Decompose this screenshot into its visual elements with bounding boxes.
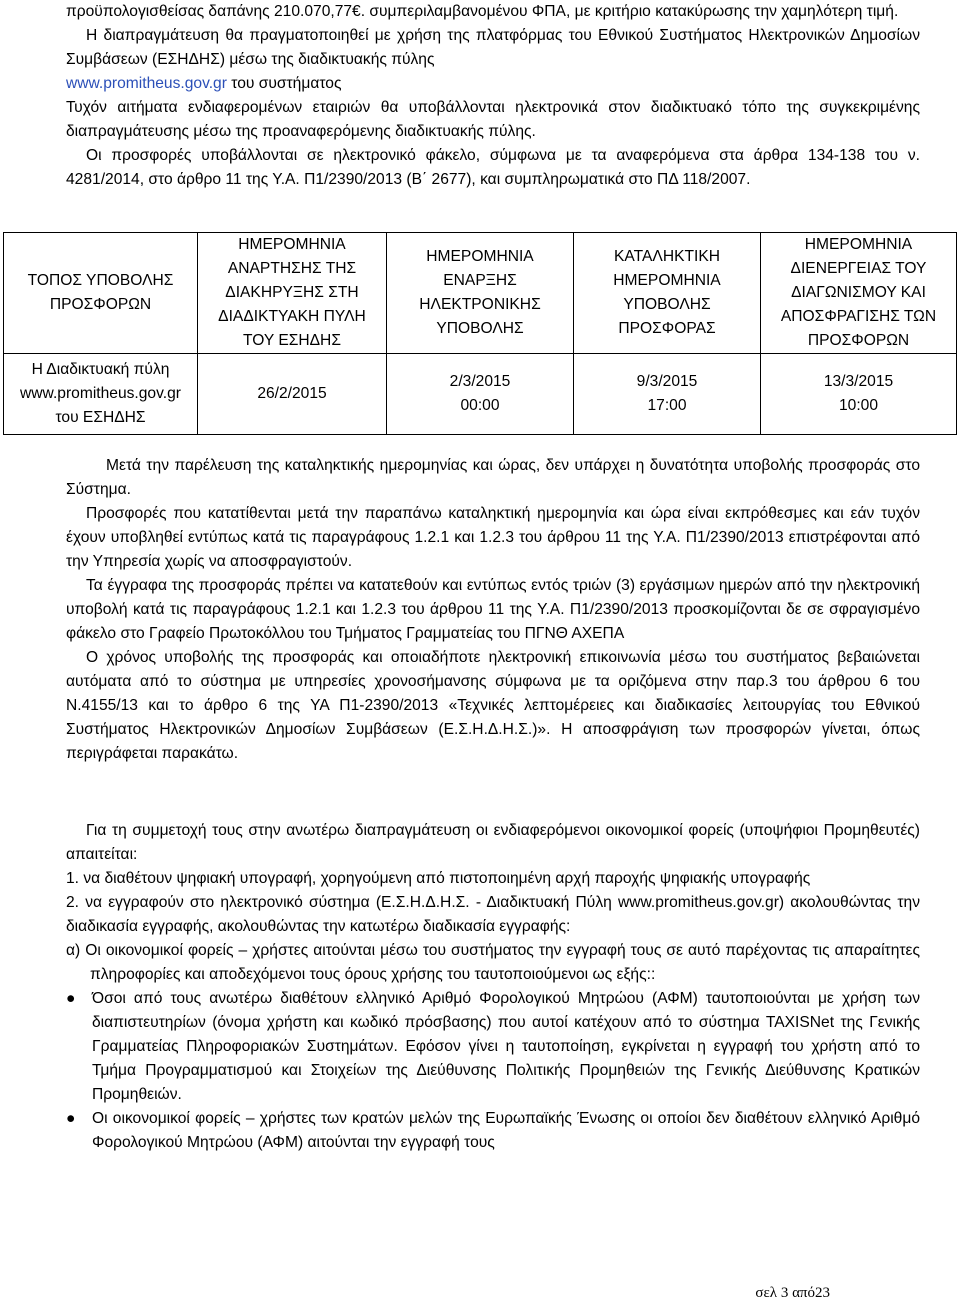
list-item: [66, 987, 920, 1107]
registration-step-a: α) Οι οικονομικοί φορείς – χρήστες αιτούνται μέσω του συστήματος την εγγραφή τους σε αυτό παρέχοντας τις απαραίτητες πληροφορίες και αποδεχόμενοι τους όρους χρήσης του ταυτοποιούμενοι ως εξής::: [66, 942, 920, 983]
table-header-row: [4, 233, 957, 354]
paragraph-participation: Για τη συμμετοχή τους στην ανωτέρω διαπραγμάτευση οι ενδιαφερόμενοι οικονομικοί φορείς (υποψήφιοι Προμηθευτές) απαιτείται:: [66, 822, 920, 863]
header-posted: ΗΜΕΡΟΜΗΝΙΑ ΑΝΑΡΤΗΣΗΣ ΤΗΣ ΔΙΑΚΗΡΥΞΗΣ ΣΤΗ ΔΙΑΔΙΚΤΥΑΚΗ ΠΥΛΗ ΤΟΥ ΕΣΗΔΗΣ: [198, 233, 387, 354]
paragraph-budget: προϋπολογισθείσας δαπάνης 210.070,77€. συμπεριλαμβανομένου ΦΠΑ, με κριτήριο κατακύρωσης την χαμηλότερη τιμή.: [66, 3, 899, 20]
promitheus-link[interactable]: www.promitheus.gov.gr: [66, 75, 227, 92]
deadline-time: 17:00: [647, 397, 687, 414]
list-item: [66, 1107, 920, 1155]
paragraph-deadline-passed: Μετά την παρέλευση της καταληκτικής ημερομηνίας και ώρας, δεν υπάρχει η δυνατότητα υποβολής προσφοράς στο Σύστημα.: [66, 457, 920, 498]
cell-posted: [198, 354, 387, 435]
start-date: 2/3/2015: [449, 373, 511, 390]
table-row: [4, 354, 957, 435]
header-deadline: ΚΑΤΑΛΗΚΤΙΚΗ ΗΜΕΡΟΜΗΝΙΑ ΥΠΟΒΟΛΗΣ ΠΡΟΣΦΟΡΑΣ: [574, 233, 761, 354]
platform-text-end: του συστήματος: [226, 75, 342, 92]
paragraph-timestamp: Ο χρόνος υποβολής της προσφοράς και οποιαδήποτε ηλεκτρονική επικοινωνία μέσω του συστήματος βεβαιώνεται αυτόματα από το σύστημα με υπηρεσίες χρονοσήμανσης σύμφωνα με τα οριζόμενα στην παρ.3 του άρθρου 6 του Ν.4155/13 και το άρθρο 6 της ΥΑ Π1-2390/2013 «Τεχνικές λεπτομέρειες και διαδικασίες λειτουργίας του Εθνικού Συστήματος Ηλεκτρονικών Δημοσίων Συμβάσεων (Ε.Σ.Η.Δ.Η.Σ.)». Η αποσφράγιση των προσφορών γίνεται, όπως περιγράφεται παρακάτω.: [66, 649, 920, 762]
paragraph-documents: Τα έγγραφα της προσφοράς πρέπει να κατατεθούν και εντύπως εντός τριών (3) εργάσιμων ημερών από την ηλεκτρονική υποβολή κατά τις παραγράφους 1.2.1 και 1.2.3 του άρθρου 11 της Υ.Α. Π1/2390/2013 προσκομίζονται δε σε σφραγισμένο φάκελο στο Γραφείο Πρωτοκόλλου του Τμήματος Γραμματείας του ΠΓΝΘ ΑΧΕΠΑ: [66, 577, 920, 642]
bullet-text-greek-afm: Όσοι από τους ανωτέρω διαθέτουν ελληνικό Αριθμό Φορολογικού Μητρώου (ΑΦΜ) ταυτοποιούνται με χρήση των διαπιστευτηρίων (όνομα χρήστη και κωδικό πρόσβασης) που αυτοί κατέχουν από το σύστημα TAXISNet της Γενικής Γραμματείας Πληροφοριακών Συστημάτων. Εφόσον γίνει η ταυτοποίηση, εγκρίνεται η εγγραφή του χρήστη από το Τμήμα Προγραμματισμού και Στοιχείων της Διεύθυνσης Πολιτικής Προμηθειών της Γενικής Διεύθυνσης Κρατικών Προμηθειών.: [92, 990, 920, 1103]
cell-deadline: [574, 354, 761, 435]
deadline-date: 9/3/2015: [636, 373, 698, 390]
start-time: 00:00: [460, 397, 500, 414]
header-place: ΤΟΠΟΣ ΥΠΟΒΟΛΗΣ ΠΡΟΣΦΟΡΩΝ: [4, 233, 198, 354]
place-line-2: www.promitheus.gov.gr: [20, 385, 181, 402]
header-start: ΗΜΕΡΟΜΗΝΙΑ ΕΝΑΡΞΗΣ ΗΛΕΚΤΡΟΝΙΚΗΣ ΥΠΟΒΟΛΗΣ: [387, 233, 574, 354]
cell-start: [387, 354, 574, 435]
place-line-1: Η Διαδικτυακή πύλη: [31, 361, 170, 378]
requirement-2: 2. να εγγραφούν στο ηλεκτρονικό σύστημα (Ε.Σ.Η.Δ.Η.Σ. - Διαδικτυακή Πύλη www.promitheus.gov.gr) ακολουθώντας την διαδικασία εγγραφής, ακολουθώντας την κατωτέρω διαδικασία εγγραφής:: [66, 894, 920, 935]
paragraph-requests: Τυχόν αιτήματα ενδιαφερομένων εταιριών θα υποβάλλονται ηλεκτρονικά στον διαδικτυακό τόπο της συγκεκριμένης διαπραγμάτευσης μέσω της προαναφερόμενης διαδικτυακής πύλης.: [66, 99, 920, 140]
paragraph-late-offers: Προσφορές που κατατίθενται μετά την παραπάνω καταληκτική ημερομηνία και ώρα είναι εκπρόθεσμες και εάν τυχόν έχουν υποβληθεί εντύπως κατά τις παραγράφους 1.2.1 και 1.2.3 του άρθρου 11 της Υ.Α. Π1/2390/2013 επιστρέφονται από την Υπηρεσία χωρίς να αποσφραγιστούν.: [66, 505, 920, 570]
place-line-3: του ΕΣΗΔΗΣ: [55, 409, 146, 426]
platform-text: Η διαπραγμάτευση θα πραγματοποιηθεί με χρήση της πλατφόρμας του Εθνικού Συστήματος Ηλεκτρονικών Δημοσίων Συμβάσεων (ΕΣΗΔΗΣ) μέσω της διαδικτυακής πύλης: [66, 27, 920, 68]
opening-time: 10:00: [838, 397, 879, 414]
bullet-icon: ●: [66, 990, 76, 1007]
posted-date: 26/2/2015: [257, 385, 327, 402]
bullet-icon: ●: [66, 1110, 76, 1127]
schedule-table: [3, 232, 957, 435]
page-number: σελ 3 από23: [755, 1285, 830, 1301]
paragraph-envelope: Οι προσφορές υποβάλλονται σε ηλεκτρονικό φάκελο, σύμφωνα με τα αναφερόμενα στα άρθρα 134-138 του ν. 4281/2014, στο άρθρο 11 της Υ.Α. Π1/2390/2013 (Β΄ 2677), και συμπληρωματικά στο ΠΔ 118/2007.: [66, 147, 920, 188]
cell-place: [4, 354, 198, 435]
cell-opening: [761, 354, 957, 435]
requirement-1: 1. να διαθέτουν ψηφιακή υπογραφή, χορηγούμενη από πιστοποιημένη αρχή παροχής ψηφιακής υπογραφής: [66, 870, 811, 887]
bottom-text: [66, 819, 920, 1155]
bullet-text-eu: Οι οικονομικοί φορείς – χρήστες των κρατών μελών της Ευρωπαϊκής Ένωσης οι οποίοι δεν διαθέτουν ελληνικό Αριθμό Φορολογικού Μητρώου (ΑΦΜ) αιτούνται την εγγραφή τους: [92, 1110, 920, 1151]
top-text: [66, 0, 920, 192]
opening-date: 13/3/2015: [823, 373, 894, 390]
middle-text: [66, 454, 920, 766]
paragraph-platform: [66, 24, 920, 96]
header-opening: ΗΜΕΡΟΜΗΝΙΑ ΔΙΕΝΕΡΓΕΙΑΣ ΤΟΥ ΔΙΑΓΩΝΙΣΜΟΥ ΚΑΙ ΑΠΟΣΦΡΑΓΙΣΗΣ ΤΩΝ ΠΡΟΣΦΟΡΩΝ: [761, 233, 957, 354]
